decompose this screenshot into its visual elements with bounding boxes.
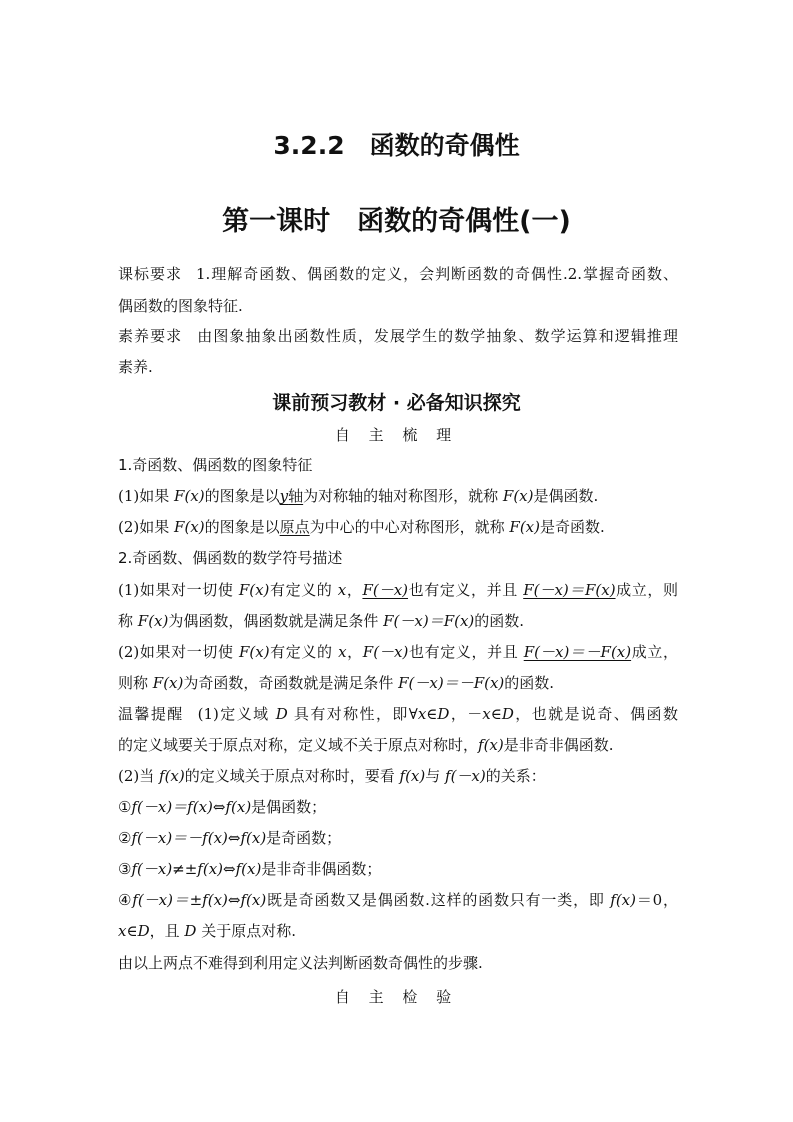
requirements-kebiao bbox=[118, 264, 678, 284]
kebiao-text-1: 1.理解奇函数、偶函数的定义，会判断函数的奇偶性.2.掌握奇函数、 bbox=[195, 265, 678, 283]
text: 有定义的 bbox=[269, 581, 338, 599]
case-1 bbox=[118, 797, 678, 817]
math-odd-condition: F(－x)＝－F(x) bbox=[398, 674, 505, 692]
section-heading: 课前预习教材 · 必备知识探究 bbox=[272, 392, 521, 414]
tip-label: 温馨提醒 bbox=[118, 705, 184, 723]
case-3 bbox=[118, 859, 678, 879]
math-x: x bbox=[118, 922, 127, 940]
math-cond4: f(－x)＝±f(x)⇔f(x) bbox=[132, 891, 267, 909]
circled-1: ① bbox=[118, 798, 132, 816]
text: 轴 bbox=[288, 487, 304, 505]
text: (2)如果对一切使 bbox=[118, 643, 239, 661]
text: 的图象是以 bbox=[204, 487, 280, 505]
math-Fx: F(x) bbox=[509, 518, 540, 536]
text: 也有定义，并且 bbox=[408, 643, 524, 661]
math-D: D bbox=[501, 705, 514, 723]
text: 成立， bbox=[631, 643, 678, 661]
circled-3: ③ bbox=[118, 860, 132, 878]
text: (1)如果对一切使 bbox=[118, 581, 239, 599]
text: ∈ bbox=[490, 705, 502, 723]
text: 关于原点对称. bbox=[196, 922, 296, 940]
case-2 bbox=[118, 828, 678, 848]
page-title: 3.2.2 函数的奇偶性 bbox=[273, 131, 520, 160]
self-check-heading: 自 主 检 验 bbox=[334, 988, 459, 1006]
math-Fx: F(x) bbox=[174, 518, 205, 536]
tip-line2 bbox=[118, 735, 678, 755]
math-cond1: f(－x)＝f(x)⇔f(x) bbox=[131, 798, 252, 816]
item-2-2-line1 bbox=[118, 642, 678, 662]
text: 的图象是以 bbox=[204, 518, 280, 536]
math-x: x bbox=[417, 705, 427, 723]
suyang-text-1: 由图象抽象出函数性质，发展学生的数学抽象、数学运算和逻辑推理 bbox=[196, 327, 678, 345]
math-Fx: F(x) bbox=[174, 487, 205, 505]
text: ＝0， bbox=[636, 891, 678, 909]
text: 称 bbox=[118, 612, 138, 630]
text: ∈ bbox=[126, 922, 138, 940]
text: ， bbox=[346, 643, 363, 661]
text: 的函数. bbox=[504, 674, 555, 692]
text: 为对称轴的轴对称图形，就称 bbox=[303, 487, 503, 505]
item-1-heading: 1.奇函数、偶函数的图象特征 bbox=[118, 456, 313, 474]
math-D: D bbox=[184, 922, 197, 940]
math-x: x bbox=[337, 581, 347, 599]
text: ，－ bbox=[449, 705, 483, 723]
case-4-line2 bbox=[118, 921, 678, 941]
text: 则称 bbox=[118, 674, 153, 692]
circled-2: ② bbox=[118, 829, 132, 847]
text: ，也就是说奇、偶函数 bbox=[513, 705, 678, 723]
text: 是非奇非偶函数； bbox=[261, 860, 382, 878]
text: (2)如果 bbox=[118, 518, 175, 536]
text: 成立，则 bbox=[615, 581, 678, 599]
math-fx: f(x) bbox=[159, 767, 185, 785]
kebiao-text-2: 偶函数的图象特征. bbox=[118, 297, 243, 315]
requirements-suyang bbox=[118, 326, 678, 346]
text: 的函数. bbox=[474, 612, 525, 630]
text: (2)当 bbox=[118, 767, 160, 785]
text: 是非奇非偶函数. bbox=[503, 736, 614, 754]
item-1-1 bbox=[118, 486, 678, 506]
item-2-1-line1 bbox=[118, 580, 678, 600]
text: 是偶函数； bbox=[251, 798, 327, 816]
text: 具有对称性，即∀ bbox=[287, 705, 418, 723]
text: 与 bbox=[425, 767, 446, 785]
math-even-condition: F(－x)＝F(x) bbox=[383, 612, 475, 630]
text: 也有定义，并且 bbox=[408, 581, 524, 599]
text: 的定义域要关于原点对称，定义域不关于原点对称时， bbox=[118, 736, 479, 754]
tip-line3 bbox=[118, 766, 678, 786]
text: ，且 bbox=[149, 922, 185, 940]
math-x: x bbox=[338, 643, 347, 661]
kebiao-label: 课标要求 bbox=[118, 265, 182, 283]
underline-F-neg-x: F(－x) bbox=[362, 581, 409, 599]
text: ， bbox=[346, 581, 363, 599]
circled-4: ④ bbox=[118, 891, 133, 909]
math-fx: f(x) bbox=[610, 891, 636, 909]
tip-line1 bbox=[118, 704, 678, 724]
text: 是奇函数. bbox=[540, 518, 605, 536]
math-cond2: f(－x)＝－f(x)⇔f(x) bbox=[131, 829, 267, 847]
text: 为中心的中心对称图形，就称 bbox=[309, 518, 510, 536]
math-D: D bbox=[137, 922, 150, 940]
math-Fx: F(x) bbox=[238, 643, 270, 661]
math-x: x bbox=[482, 705, 491, 723]
case-4-line1 bbox=[118, 890, 678, 910]
math-Fx: F(x) bbox=[137, 612, 169, 630]
math-f-neg-x: f(－x) bbox=[445, 767, 486, 785]
math-y: y bbox=[279, 487, 289, 505]
underline-odd-condition: F(－x)＝－F(x) bbox=[523, 643, 632, 661]
lesson-title: 第一课时 函数的奇偶性(一) bbox=[222, 206, 571, 237]
item-2-heading: 2.奇函数、偶函数的数学符号描述 bbox=[118, 549, 343, 567]
text: 的关系： bbox=[485, 767, 546, 785]
text: 既是奇函数又是偶函数.这样的函数只有一类，即 bbox=[266, 891, 611, 909]
text: 为奇函数，奇函数就是满足条件 bbox=[183, 674, 399, 692]
item-2-2-line2 bbox=[118, 673, 678, 693]
text: (1)定义域 bbox=[197, 705, 276, 723]
text: 有定义的 bbox=[269, 643, 339, 661]
text: ∈ bbox=[426, 705, 438, 723]
math-fx: f(x) bbox=[478, 736, 504, 754]
text: 是奇函数； bbox=[266, 829, 342, 847]
text: 为偶函数，偶函数就是满足条件 bbox=[168, 612, 384, 630]
math-Fx: F(x) bbox=[502, 487, 534, 505]
final-sentence: 由以上两点不难得到利用定义法判断函数奇偶性的步骤. bbox=[118, 954, 483, 972]
underline-even-condition: F(－x)＝F(x) bbox=[523, 581, 616, 599]
suyang-text-2: 素养. bbox=[118, 358, 153, 376]
text: (1)如果 bbox=[118, 487, 175, 505]
text: 的定义域关于原点对称时，要看 bbox=[184, 767, 400, 785]
item-1-2 bbox=[118, 517, 678, 537]
math-D: D bbox=[275, 705, 288, 723]
text: 是偶函数. bbox=[533, 487, 599, 505]
math-cond3: f(－x)≠±f(x)⇔f(x) bbox=[131, 860, 262, 878]
underline-y-axis bbox=[280, 487, 304, 505]
math-F-neg-x: F(－x) bbox=[362, 643, 409, 661]
math-Fx: F(x) bbox=[238, 581, 270, 599]
math-D: D bbox=[437, 705, 450, 723]
self-review-heading: 自 主 梳 理 bbox=[334, 426, 459, 444]
math-fx: f(x) bbox=[399, 767, 426, 785]
math-Fx: F(x) bbox=[152, 674, 184, 692]
suyang-label: 素养要求 bbox=[118, 327, 183, 345]
underline-origin: 原点 bbox=[279, 518, 310, 536]
item-2-1-line2 bbox=[118, 611, 678, 631]
